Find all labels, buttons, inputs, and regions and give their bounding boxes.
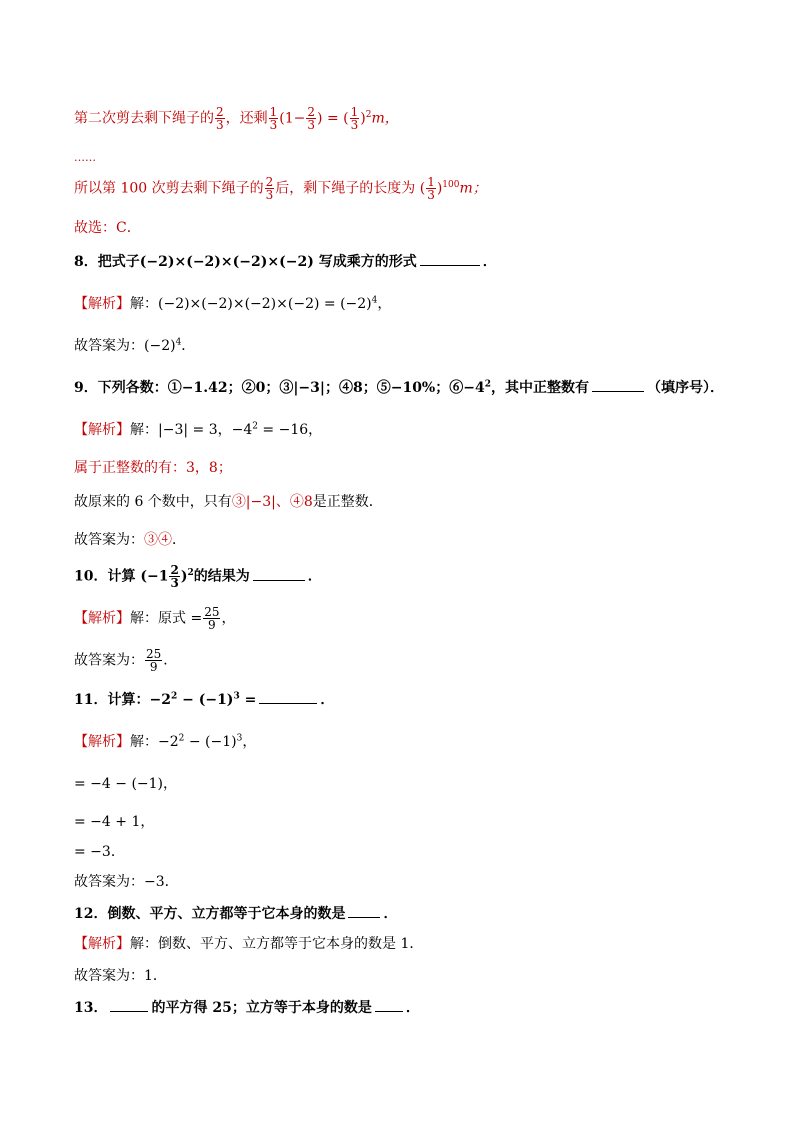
question-10: 10．计算 (−1 $\frac{2}{3}$ )$^2$的结果为 ．	[74, 563, 322, 590]
ellipsis: ……	[74, 151, 96, 164]
analysis-tag: 【解析】	[74, 610, 130, 627]
answer-blank	[420, 264, 480, 266]
answer-12: 故答案为：1．	[74, 968, 167, 984]
question-8: 8．把式子(−2)×(−2)×(−2)×(−2) 写成乘方的形式 ．	[74, 254, 497, 270]
analysis-11-line-2: = −4 − (−1)，	[74, 776, 178, 792]
analysis-10: 【解析】解：原式 = $\frac{25}{9}$ ，	[74, 605, 236, 632]
answer-blank	[253, 579, 305, 581]
answer-blank	[375, 1010, 403, 1012]
solution-line-second-cut: 第二次剪去剩下绳子的 $\frac{2}{3}$ ，还剩 $\frac{1}{3}$ (1− $\frac{2}{3}$ ) = ( $\frac{1}{3}$ )$^2$m，	[74, 105, 399, 132]
answer-10: 故答案为： $\frac{25}{9}$ ．	[74, 647, 178, 674]
fraction: $\frac{2}{3}$	[307, 105, 316, 132]
analysis-11: 【解析】解：$-2^2 - (-1)^3$，	[74, 733, 257, 750]
answer-8: 故答案为：$(-2)^4$．	[74, 337, 196, 354]
answer-9: 故答案为：③④．	[74, 532, 186, 548]
question-11: 11．计算：$-2^2 - (-1)^3$ = ．	[74, 691, 335, 708]
fraction: $\frac{2}{3}$	[265, 175, 274, 202]
analysis-9: 【解析】解：|−3| = 3，$-4^2 = -16$，	[74, 421, 323, 438]
analysis-9-line-3: 故原来的 6 个数中，只有③|−3|、④8是正整数．	[74, 494, 383, 510]
answer-choice: 故选：C．	[74, 220, 141, 236]
fraction: $\frac{1}{3}$	[427, 175, 435, 202]
analysis-tag: 【解析】	[74, 734, 130, 750]
question-12: 12．倒数、平方、立方都等于它本身的数是 ．	[74, 906, 398, 922]
fraction: $\frac{25}{9}$	[146, 647, 162, 674]
fraction: $\frac{1}{3}$	[350, 105, 359, 132]
answer-blank	[348, 916, 380, 918]
fraction: $\frac{25}{9}$	[204, 605, 220, 632]
analysis-12: 【解析】解：倒数、平方、立方都等于它本身的数是 1．	[74, 936, 424, 952]
analysis-8: 【解析】解：$(-2)\times(-2)\times(-2)\times(-2) = (-2)^4$，	[74, 295, 392, 312]
question-13: 13． 的平方得 25；立方等于本身的数是 ．	[74, 1000, 420, 1016]
analysis-tag: 【解析】	[74, 936, 130, 952]
answer-11: 故答案为：−3．	[74, 874, 179, 890]
analysis-9-line-2: 属于正整数的有：3，8；	[74, 460, 232, 476]
solution-line-100th-cut: 所以第 100 次剪去剩下绳子的 $\frac{2}{3}$ 后，剩下绳子的长度为 ( $\frac{1}{3}$ )$^{100}$m；	[74, 175, 487, 202]
analysis-11-line-3: = −4 + 1，	[74, 814, 155, 830]
answer-blank	[259, 702, 317, 704]
analysis-tag: 【解析】	[74, 296, 130, 312]
answer-blank	[592, 390, 644, 392]
analysis-tag: 【解析】	[74, 422, 130, 438]
fraction: $\frac{2}{3}$	[216, 105, 224, 132]
fraction: $\frac{2}{3}$	[170, 563, 179, 590]
question-9: 9．下列各数：①−1.42；②0；③|−3|；④8；⑤−10%；$⑥-4^2$，其中正整数有 （填序号）．	[74, 379, 724, 396]
fraction: $\frac{1}{3}$	[269, 105, 278, 132]
answer-blank	[110, 1010, 148, 1012]
analysis-11-line-4: = −3．	[74, 844, 125, 860]
